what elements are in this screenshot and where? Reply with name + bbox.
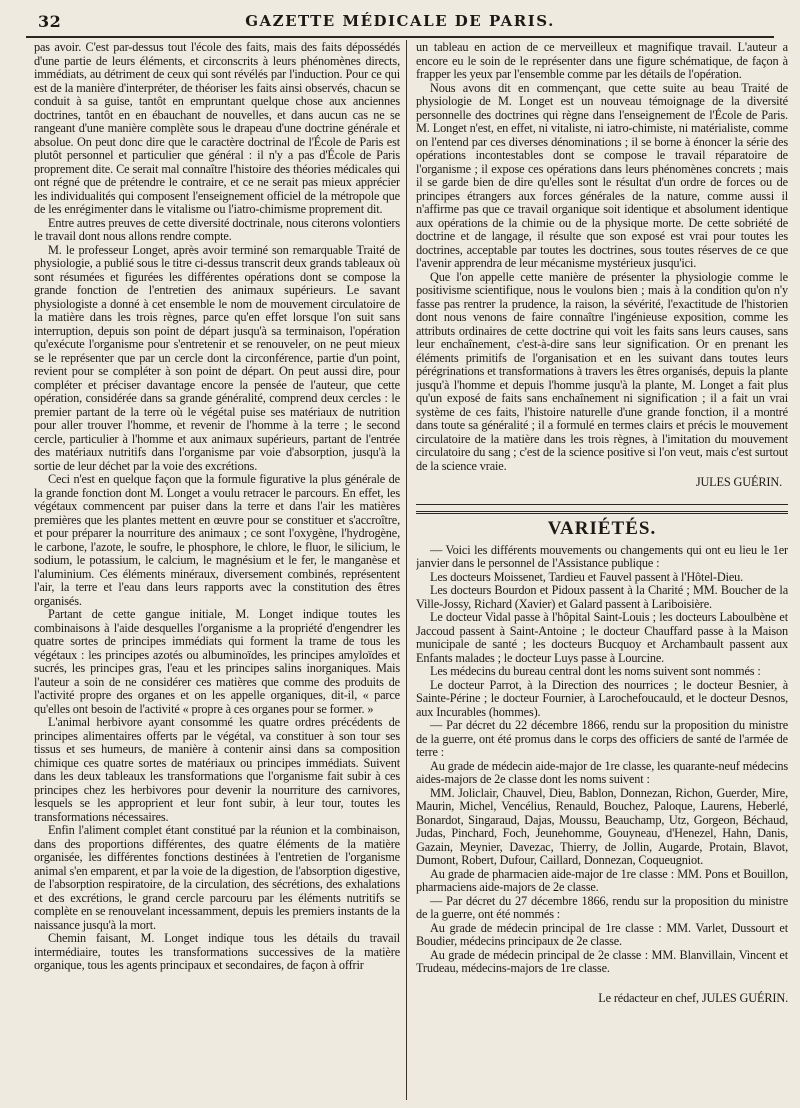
article-paragraph: L'animal herbivore ayant consommé les quatre ordres précédents de principes alimentaires offerts par le végétal, va constituer à son tour ses tissus et ses humeurs, de manière à contenir ainsi dans sa composition chimique ces quatre sortes de matériaux ou principes immédiats. Suivent dans les deux tableaux les transformations que l'organisme fait subir à ces principes chez les herbivores pour devenir la nourriture des carnivores, lesquels se les approprient et leur font subir, à leur tour, toutes les transformations nécessaires. xyxy=(34,715,400,824)
section-divider-double xyxy=(416,511,788,514)
column-divider xyxy=(406,40,407,1100)
editor-name: JULES GUÉRIN. xyxy=(701,990,788,1005)
article-paragraph: Enfin l'aliment complet étant constitué par la réunion et la combinaison, dans des proportions différentes, des quatre éléments de la matière organisée, les différentes fonctions destinées à l'entretien de l'organisme animal s'en emparent, et par la voie de la digestion, de l'absorption digestive, de l'absorption respiratoire, de la circulation, des sécrétions, des exhalations et des excrétions, le grand cercle parcouru par les éléments nutritifs se complète en se renouvelant incessamment, depuis les premiers instants de la naissance jusqu'à la mort. xyxy=(34,823,400,932)
news-paragraph: — Voici les différents mouvements ou changements qui ont eu lieu le 1er janvier dans le personnel de l'Assistance publique : xyxy=(416,542,788,570)
article-paragraph: Que l'on appelle cette manière de présenter la physiologie comme le positivisme scientifique, nous le voulons bien ; mais à la condition qu'on n'y fasse pas rentrer la prudence, la raison, la sévérité, l'exactitude de l'historien dont nous venons de faire connaître l'ingénieuse exposition, comme les attributs ordinaires de cette doctrine qui voit les faits sans leurs causes, sans leur enchaînement, c'est-à-dire sans leur signification. Or en prenant les éléments primitifs de l'organisation et en les suivant dans toutes leurs pérégrinations et transformations à travers les êtres organisés, depuis la plante jusqu'à l'homme et depuis l'homme jusqu'à la plante, M. Longet a fait plus qu'un exposé de faits sans enchaînement ni signification ; il a fait un vrai système de ces faits, l'histoire naturelle d'une grande fonction, il a montré dans toute sa généralité ; il a formulé en termes clairs et précis le mouvement circulatoire de la matière dans les trois règnes, à l'imitation du mouvement circulatoire du sang ; c'est de la science positive si l'on veut, mais c'est surtout de la science vraie. xyxy=(416,269,788,473)
article-paragraph: pas avoir. C'est par-dessus tout l'école des faits, mais des faits dépossédés d'une partie de leurs éléments, et circonscrits à leurs phénomènes directs, immédiats, au détriment de ceux qui sont révélés par l'induction. Pour ce qui est de la manière d'interpréter, de théoriser les faits ainsi observés, chacun se conduit à sa guise, tantôt en empruntant quelque chose aux anciennes doctrines, tantôt en en ébauchant de nouvelles, et dans aucun cas ne se rangeant d'une manière complète sous le drapeau d'une doctrine générale et absolue. On peut donc dire que le caractère doctrinal de l'École de Paris est plutôt personnel et particulier que général : il n'y a pas d'École de Paris proprement dite. Ce serait mal connaître l'histoire des théories médicales qui ont régné que de prétendre le contraire, et ce ne serait pas mieux apprécier les individualités qui composent l'enseignement officiel de la métropole que de les enrégimenter dans le vitalisme ou l'iatro-chimisme proprement dit. xyxy=(34,41,400,216)
news-paragraph: Au grade de médecin principal de 2e classe : MM. Blanvillain, Vincent et Trudeau, médecins-majors de 1re classe. xyxy=(416,947,788,975)
left-column xyxy=(34,41,400,1103)
page-header xyxy=(26,6,774,38)
editor-signature xyxy=(416,992,788,1006)
journal-title: GAZETTE MÉDICALE DE PARIS. xyxy=(245,12,555,30)
news-paragraph: Au grade de médecin aide-major de 1re classe, les quarante-neuf médecins aides-majors de 2e classe dont les noms suivent : xyxy=(416,758,788,786)
right-column xyxy=(416,41,788,1103)
article-paragraph: Chemin faisant, M. Longet indique tous les détails du travail intermédiaire, toutes les transformations successives de la matière organique, tous les agents principaux et secondaires, de façon à offrir xyxy=(34,931,400,972)
article-signature: JULES GUÉRIN. xyxy=(695,475,782,489)
news-paragraph: Au grade de pharmacien aide-major de 1re classe : MM. Pons et Bouillon, pharmaciens aide-majors de 2e classe. xyxy=(416,866,788,894)
news-paragraph: MM. Joliclair, Chauvel, Dieu, Bablon, Donnezan, Richon, Guerder, Mire, Maurin, Michel, Vencélius, Renauld, Bouchez, Paloque, Laurens, Heberlé, Bonardot, Singaraud, Dajas, Moussu, Beauchamp, Utz, Gorgeon, Béchaud, Judas, Pinchard, Foch, Jeunehomme, Gouyneau, d'Henezel, Hahn, Danis, Gazain, Meynier, Davezac, Thierry, de Jollin, Augarde, Protain, Blavot, Dumont, Robert, Dufour, Caillard, Donnezan, Coqueugniot. xyxy=(416,785,788,867)
news-paragraph: Les docteurs Bourdon et Pidoux passent à la Charité ; MM. Boucher de la Ville-Jossy, Richard (Xavier) et Galard passent à Lariboisière. xyxy=(416,583,788,611)
news-paragraph: Les médecins du bureau central dont les noms suivent sont nommés : xyxy=(430,664,761,678)
article-paragraph: M. le professeur Longet, après avoir terminé son remarquable Traité de physiologie, a publié sous le titre ci-dessus transcrit deux grands tableaux où sont résumées et figurées les différentes opérations dont se compose la grande fonction de l'entretien des animaux supérieurs. Le savant physiologiste a donné à cet ensemble le nom de mouvement circulatoire de la matière dans les trois règnes, parce qu'en effet lorsque l'on suit sans interruption, depuis son point de départ jusqu'à sa terminaison, l'opération qu'exécute l'organisme pour s'entretenir et se renouveler, on ne peut mieux se le représenter que par un cercle dont la circonférence, partie d'un point, revient pour se compléter à son point de départ. On peut aussi dire, pour compléter et préciser davantage encore la pensée de l'auteur, que cette opération, considérée dans sa grande généralité, comprend deux cercles : le premier partant de la terre où le végétal puise ses matériaux de nutrition pour aller trouver l'homme, et revenir de l'homme à la terre ; le second cercle, particulier à l'homme et aux animaux supérieurs, partant de l'entrée des matériaux nutritifs dans l'organisme par voie d'absorption, jusqu'à la sortie de leur déchet par la voie des excrétions. xyxy=(34,242,400,473)
varietes-section xyxy=(416,518,788,976)
news-paragraph: — Par décret du 22 décembre 1866, rendu sur la proposition du ministre de la guerre, ont été promus dans le corps des officiers de santé de l'armée de terre : xyxy=(416,718,788,759)
news-paragraph: Le docteur Parrot, à la Direction des nourrices ; le docteur Besnier, à Sainte-Périne ; le docteur Fournier, à Larochefoucauld, et le docteur Desnos, aux Incurables (hommes). xyxy=(416,677,788,719)
news-paragraph: Le docteur Vidal passe à l'hôpital Saint-Louis ; les docteurs Laboulbène et Jaccoud passent à Saint-Antoine ; le docteur Chauffard passe à la Maison municipale de santé ; les docteurs Bucquoy et Archambault passent aux Enfants malades ; le docteur Luys passe à Lourcine. xyxy=(416,610,788,665)
editor-label: Le rédacteur en chef, xyxy=(598,990,699,1005)
news-paragraph: Les docteurs Moissenet, Tardieu et Fauvel passent à l'Hôtel-Dieu. xyxy=(430,569,744,584)
news-paragraph: — Par décret du 27 décembre 1866, rendu sur la proposition du ministre de la guerre, ont été nommés : xyxy=(416,893,788,921)
page-number: 32 xyxy=(38,12,62,31)
article-paragraph: Entre autres preuves de cette diversité doctrinale, nous citerons volontiers le travail dont nous allons rendre compte. xyxy=(34,215,400,243)
section-divider xyxy=(416,504,788,505)
article-paragraph: un tableau en action de ce merveilleux et magnifique travail. L'auteur a encore eu le soin de le représenter dans une figure schématique, de façon à frapper les yeux par l'ensemble comme par les détails de l'opération. xyxy=(416,41,788,81)
news-paragraph: Au grade de médecin principal de 1re classe : MM. Varlet, Dussourt et Boudier, médecins principaux de 2e classe. xyxy=(416,920,788,948)
article-paragraph: Partant de cette gangue initiale, M. Longet indique toutes les combinaisons à l'aide desquelles l'organisme a la propriété d'engendrer les quatre sortes de principes immédiats qui forment la trame de tous les végétaux : les principes azotés ou albuminoïdes, les principes amyloïdes et sucrés, les principes gras, l'eau et les principes salins inorganiques. Mais l'auteur a soin de ne considérer ces matières que comme des produits de l'activité propre des organes et on les appelle organiques, dit-il, « parce qu'elles ont besoin de l'activité « propre à ces organes pour se former. » xyxy=(34,607,400,716)
article-paragraph: Ceci n'est en quelque façon que la formule figurative la plus générale de la grande fonction dont M. Longet a voulu retracer le parcours. En effet, les végétaux commencent par puiser dans la terre et dans l'air les matières premières que les plantes mettent en œuvre pour se constituer et s'accroître, et pour préparer la nourriture des animaux ; ce sont l'oxygène, l'hydrogène, le carbone, l'azote, le soufre, le phosphore, le chlore, le fluor, le silicium, le sodium, le potassium, le calcium, le magnésium et le fer, le manganèse et l'aluminium. Ces éléments minéraux, diversement combinés, représentent l'air, la terre et l'eau dans leurs rapports avec la constitution des êtres organisés. xyxy=(34,472,400,608)
section-title: VARIÉTÉS. xyxy=(547,517,657,539)
article-paragraph: Nous avons dit en commençant, que cette suite au beau Traité de physiologie de M. Longet est un nouveau témoignage de la diversité personnelle des doctrines qui règne dans l'enseignement de l'École de Paris. M. Longet n'est, en effet, ni vitaliste, ni iatro-chimiste, ni matérialiste, comme on l'entend par ces diverses dénominations ; il se borne à énoncer la série des opérations incontestables dont se compose le travail réparatoire de l'organisme ; il expose ces opérations dans leurs phénomènes concrets ; mais il se garde bien de dire qu'elles sont le résultat d'un ordre de forces ou de principes étrangers aux forces générales de la nature, comme aussi il n'affirme pas que ce travail organique soit identique et absolument identique aux opérations de la chimie ou de la physique morte. De cette sobriété de doctrine et de langage, il résulte que son exposé est vrai pour toutes les doctrines, acceptable par toutes les doctrines, sous toutes réserves de ce que l'avenir apprendra de leur mécanisme mystérieux jusqu'ici. xyxy=(416,80,788,270)
